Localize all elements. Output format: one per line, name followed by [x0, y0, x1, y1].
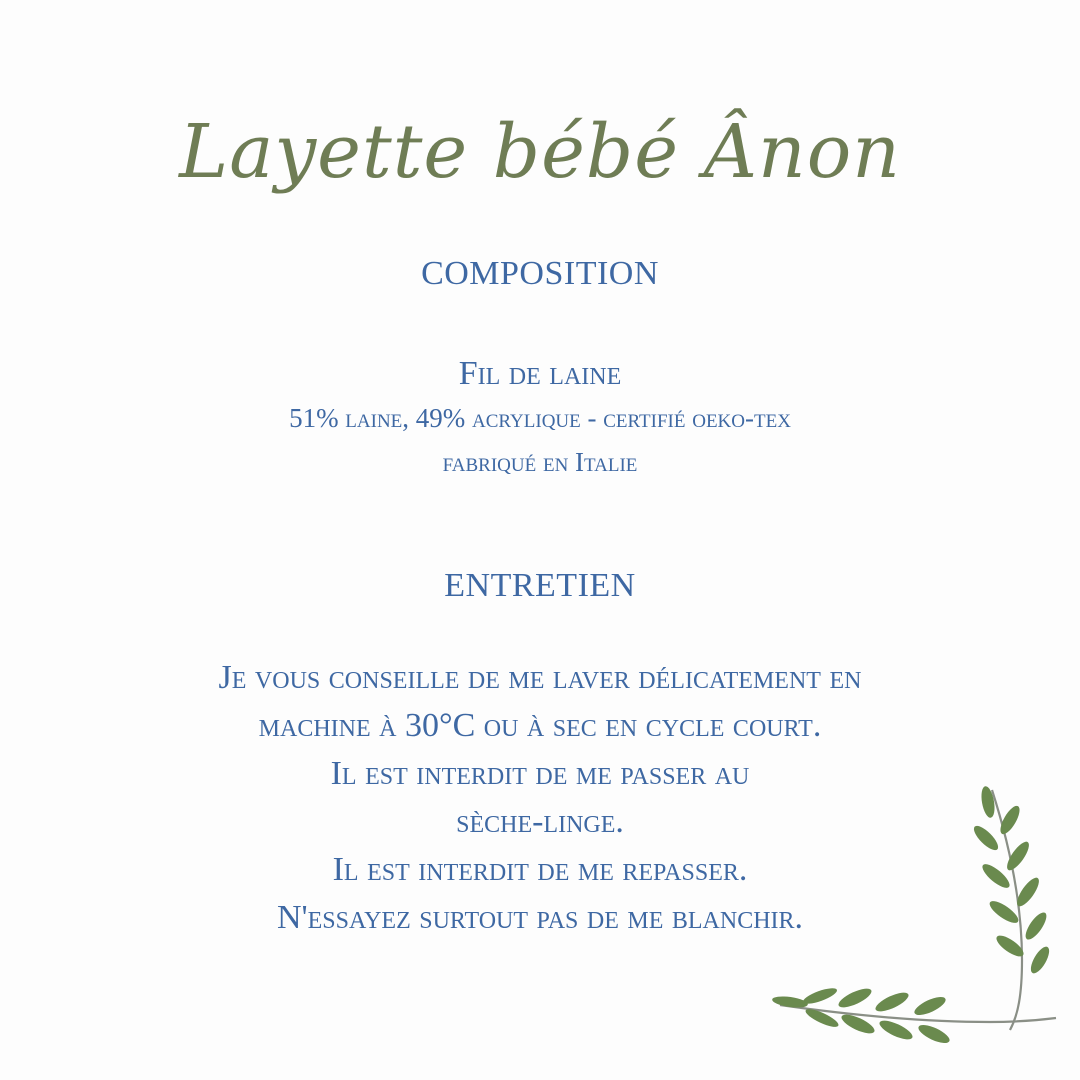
entretien-line-iron: Il est interdit de me repasser. [332, 851, 748, 888]
composition-line-origin: fabriqué en Italie [442, 447, 638, 477]
leafy-branch-icon [760, 760, 1080, 1080]
product-title: Layette bébé Ânon [179, 109, 901, 195]
composition-line-percentages: 51% laine, 49% acrylique - certifié oeko-tex [289, 403, 791, 433]
entretien-line-wash: Je vous conseille de me laver délicatement en [218, 659, 862, 696]
composition-heading: COMPOSITION [421, 255, 659, 292]
entretien-heading: ENTRETIEN [444, 567, 636, 604]
entretien-line-dryer-1: Il est interdit de me passer au [330, 755, 750, 792]
entretien-line-cycle: machine à 30°C ou à sec en cycle court. [258, 707, 822, 744]
entretien-line-dryer-2: sèche-linge. [456, 803, 624, 840]
entretien-line-bleach: N'essayez surtout pas de me blanchir. [276, 899, 804, 936]
composition-line-material: Fil de laine [458, 355, 622, 392]
composition-section [0, 352, 1080, 484]
